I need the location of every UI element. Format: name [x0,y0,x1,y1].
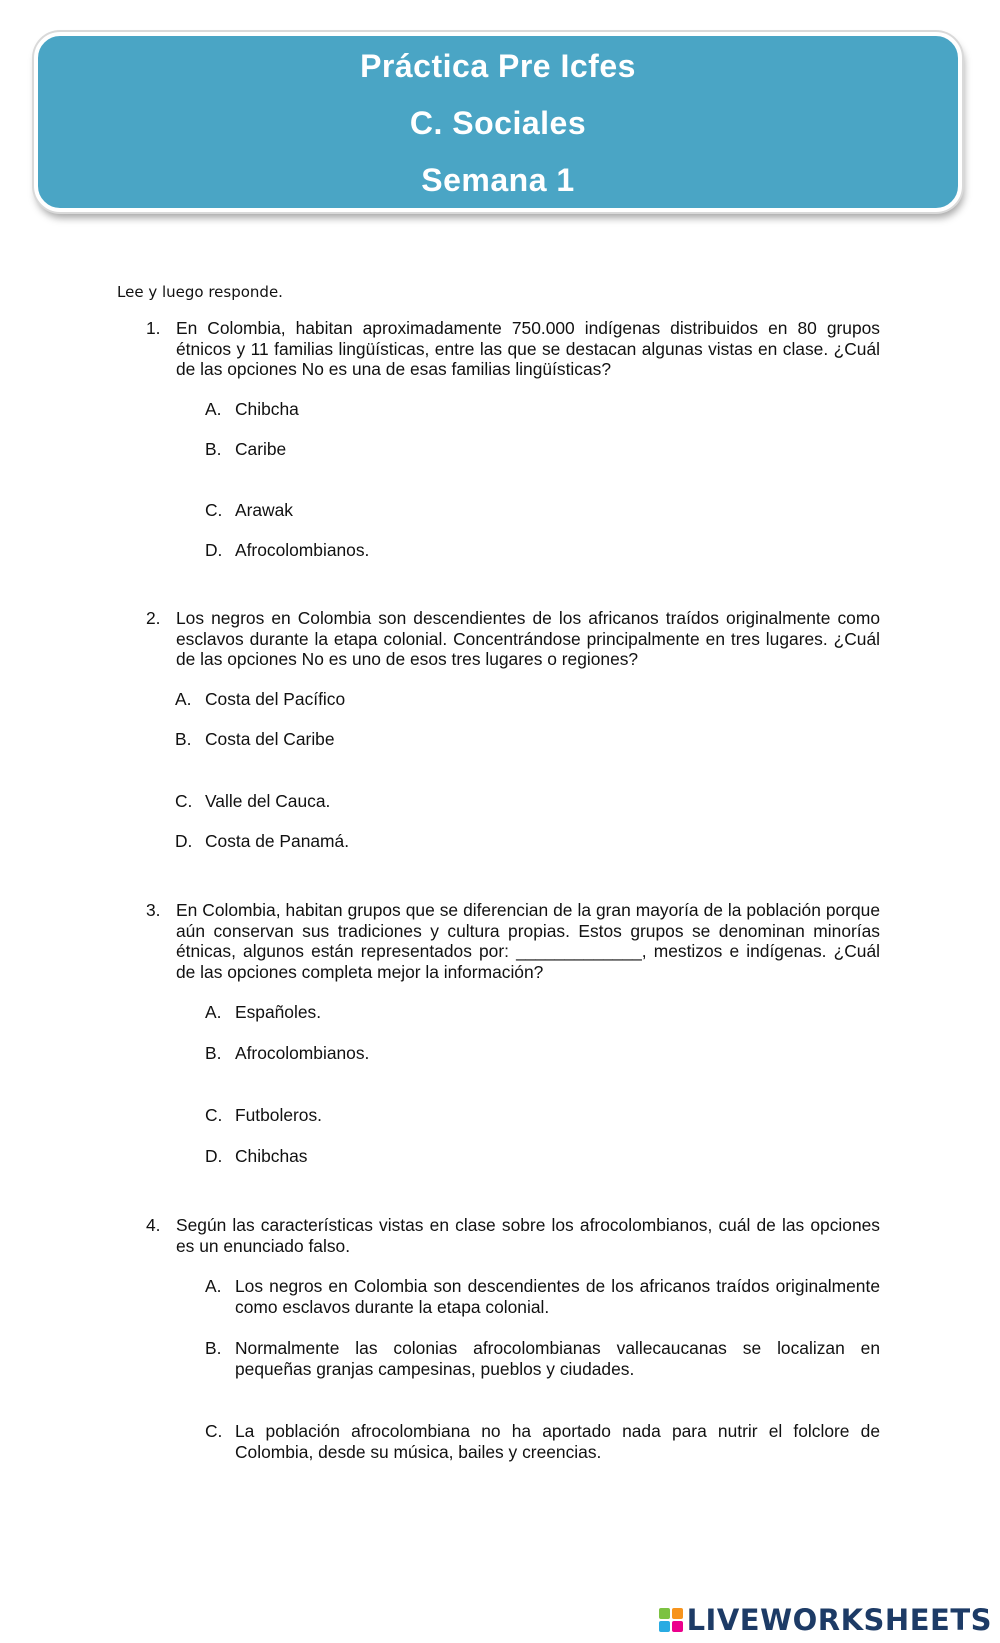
option-text: Arawak [235,500,293,520]
option-4a[interactable] [205,1276,880,1317]
option-letter: B. [205,1338,222,1358]
question-2 [146,608,880,670]
option-letter: D. [205,1146,223,1166]
option-2b[interactable] [175,729,880,750]
option-2d[interactable] [175,831,880,852]
option-1a[interactable] [205,399,880,420]
worksheet-title: Práctica Pre Icfes [360,48,636,84]
question-number: 4. [146,1215,161,1235]
option-letter: C. [205,1105,223,1125]
logo-square [672,1608,683,1619]
option-text: Españoles. [235,1002,322,1022]
logo-grid-icon [659,1608,683,1632]
option-letter: C. [205,500,223,520]
option-letter: C. [205,1421,223,1441]
option-3c[interactable] [205,1105,880,1126]
option-text: Costa del Pacífico [205,689,346,709]
question-number: 3. [146,900,161,920]
option-text: Valle del Cauca. [205,791,331,811]
option-letter: A. [175,689,192,709]
option-1c[interactable] [205,500,880,521]
logo-square [659,1621,670,1632]
option-letter: A. [205,399,222,419]
option-text: Costa del Caribe [205,729,335,749]
option-text: Futboleros. [235,1105,322,1125]
option-1d[interactable] [205,540,880,561]
question-text: Según las características vistas en clase sobre los afrocolombianos, cuál de las opciones es un enunciado falso. [176,1215,880,1256]
option-3b[interactable] [205,1043,880,1064]
question-1 [146,318,880,380]
option-letter: A. [205,1276,222,1296]
option-1b[interactable] [205,439,880,460]
option-text: Chibchas [235,1146,308,1166]
instructions: Lee y luego responde. [117,283,283,301]
option-4c[interactable] [205,1421,880,1462]
option-letter: B. [205,1043,222,1063]
option-letter: D. [175,831,193,851]
question-number: 1. [146,318,161,338]
header-banner [34,32,962,212]
liveworksheets-logo[interactable] [659,1603,992,1637]
option-text: La población afrocolombiana no ha aportado nada para nutrir el folclore de Colombia, desde su música, bailes y creencias. [235,1421,880,1462]
option-letter: B. [175,729,192,749]
question-text: Los negros en Colombia son descendientes de los africanos traídos originalmente como esclavos durante la etapa colonial. Concentrándose principalmente en tres lugares. ¿Cuál de las opciones No es uno de esos tres lugares o regiones? [176,608,880,669]
option-2a[interactable] [175,689,880,710]
option-text: Afrocolombianos. [235,1043,370,1063]
worksheet-subject: C. Sociales [409,105,587,141]
question-3 [146,900,880,982]
logo-text: LIVEWORKSHEETS [686,1603,992,1637]
logo-square [672,1621,683,1632]
option-text: Afrocolombianos. [235,540,370,560]
logo-square [659,1608,670,1619]
question-4 [146,1215,880,1256]
option-text: Los negros en Colombia son descendientes de los africanos traídos originalmente como esclavos durante la etapa colonial. [235,1276,880,1317]
option-text: Chibcha [235,399,299,419]
option-3a[interactable] [205,1002,880,1023]
option-2c[interactable] [175,791,880,812]
question-number: 2. [146,608,161,628]
option-3d[interactable] [205,1146,880,1167]
option-letter: A. [205,1002,222,1022]
option-4b[interactable] [205,1338,880,1379]
option-letter: D. [205,540,223,560]
question-text: En Colombia, habitan aproximadamente 750.000 indígenas distribuidos en 80 grupos étnicos y 11 familias lingüísticas, entre las que se destacan algunas vistas en clase. ¿Cuál de las opciones No es una de esas familias lingüísticas? [176,318,880,379]
option-text: Caribe [235,439,287,459]
worksheet-week: Semana 1 [421,162,575,198]
option-letter: B. [205,439,222,459]
question-text: En Colombia, habitan grupos que se diferencian de la gran mayoría de la población porque aún conservan sus tradiciones y cultura propias. Estos grupos se denominan minorías étnicas, algunos están representados por: _____________, mestizos e indígenas. ¿Cuál de las opciones completa mejor la información? [176,900,880,982]
option-letter: C. [175,791,193,811]
option-text: Costa de Panamá. [205,831,350,851]
option-text: Normalmente las colonias afrocolombianas vallecaucanas se localizan en pequeñas granjas campesinas, pueblos y ciudades. [235,1338,880,1379]
